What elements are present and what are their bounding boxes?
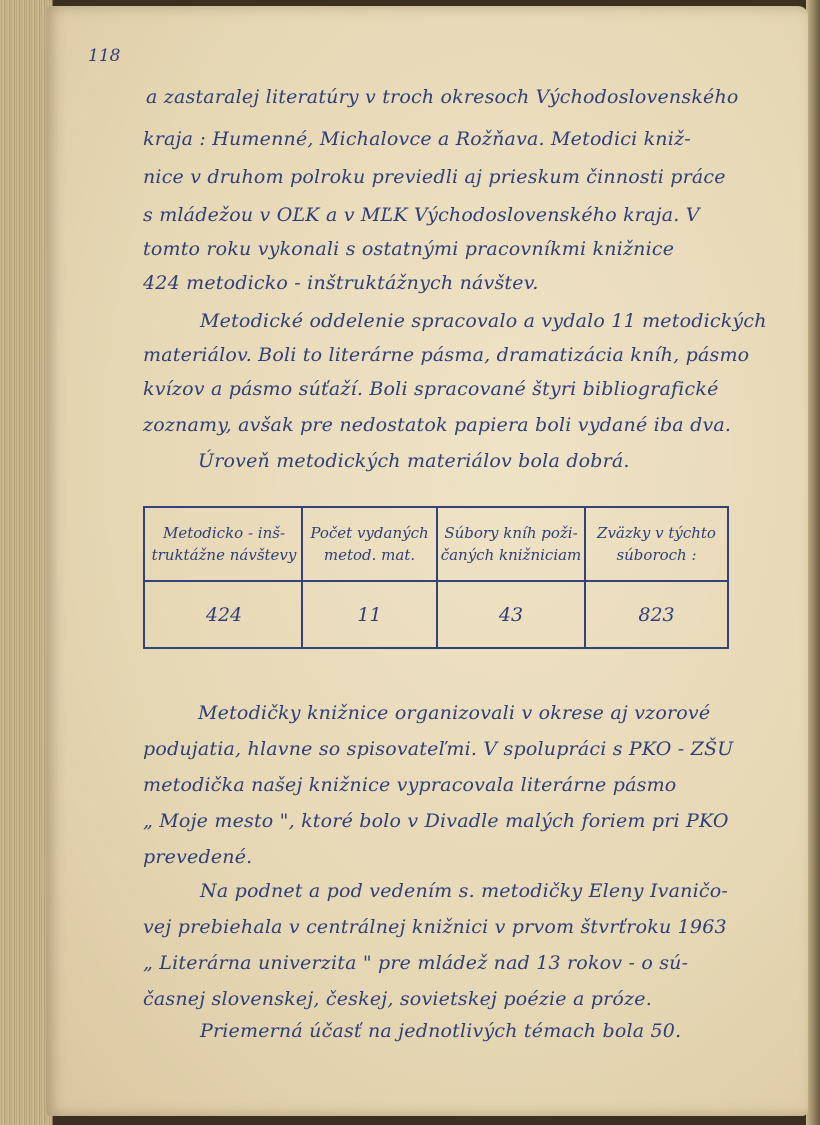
p1-line-2: kraja : Humenné, Michalovce a Rožňava. Metodici kniž- bbox=[143, 128, 691, 150]
header-line: Zväzky v týchto bbox=[597, 524, 716, 542]
p4-line-2: vej prebiehala v centrálnej knižnici v prvom štvrťroku 1963 bbox=[143, 916, 727, 938]
table-header-cell bbox=[586, 522, 727, 566]
page-number: 118 bbox=[88, 46, 121, 66]
p2-line-3: kvízov a pásmo súťaží. Boli spracované štyri bibliografické bbox=[143, 378, 719, 400]
header-line: Počet vydaných bbox=[310, 524, 429, 542]
p3-line-3: metodička našej knižnice vypracovala literárne pásmo bbox=[143, 774, 677, 796]
header-line: Metodicko - inš- bbox=[162, 524, 286, 542]
p1-line-1: a zastaralej literatúry v troch okresoch Východoslovenského bbox=[146, 86, 739, 108]
p2-line-1: Metodické oddelenie spracovalo a vydalo 11 metodických bbox=[200, 310, 767, 332]
p2-line-4: zoznamy, avšak pre nedostatok papiera boli vydané iba dva. bbox=[143, 414, 732, 436]
table-value-cell: 11 bbox=[357, 604, 382, 626]
header-line: súboroch : bbox=[616, 546, 697, 564]
table-header-cell bbox=[303, 522, 436, 566]
notebook-page bbox=[46, 6, 808, 1116]
p1-line-5: tomto roku vykonali s ostatnými pracovníkmi knižnice bbox=[143, 238, 675, 260]
header-line: Súbory kníh poži- bbox=[444, 524, 578, 542]
p3-line-5: prevedené. bbox=[143, 846, 253, 868]
p1-line-4: s mládežou v OĽK a v MĽK Východoslovenského kraja. V bbox=[143, 204, 700, 226]
p3-line-4: „ Moje mesto ", ktoré bolo v Divadle malých foriem pri PKO bbox=[143, 810, 729, 832]
p4-line-4: časnej slovenskej, českej, sovietskej poézie a próze. bbox=[143, 988, 652, 1010]
statistics-table bbox=[143, 506, 729, 649]
table-value-cell: 43 bbox=[498, 604, 524, 626]
p1-line-6: 424 metodicko - inštruktážnych návštev. bbox=[143, 272, 539, 294]
header-line: čaných knižniciam bbox=[440, 546, 582, 564]
p4-line-3: „ Literárna univerzita " pre mládež nad 13 rokov - o sú- bbox=[143, 952, 689, 974]
table-value-cell: 424 bbox=[205, 604, 243, 626]
book-right-edge bbox=[806, 0, 820, 1125]
p4-line-1: Na podnet a pod vedením s. metodičky Eleny Ivaničo- bbox=[200, 880, 728, 902]
p3-line-2: podujatia, hlavne so spisovateľmi. V spolupráci s PKO - ZŠU bbox=[143, 738, 734, 760]
header-line: truktážne návštevy bbox=[151, 546, 297, 564]
p2-line-2: materiálov. Boli to literárne pásma, dramatizácia kníh, pásmo bbox=[143, 344, 750, 366]
header-line: metod. mat. bbox=[323, 546, 416, 564]
p2-line-5: Úroveň metodických materiálov bola dobrá. bbox=[198, 450, 630, 472]
table-header-cell bbox=[438, 522, 584, 566]
table-value-cell: 823 bbox=[638, 604, 675, 626]
p4-line-5: Priemerná účasť na jednotlivých témach bola 50. bbox=[200, 1020, 682, 1042]
table-header-cell bbox=[147, 522, 301, 566]
p1-line-3: nice v druhom polroku previedli aj prieskum činnosti práce bbox=[143, 166, 726, 188]
p3-line-1: Metodičky knižnice organizovali v okrese aj vzorové bbox=[198, 702, 711, 724]
